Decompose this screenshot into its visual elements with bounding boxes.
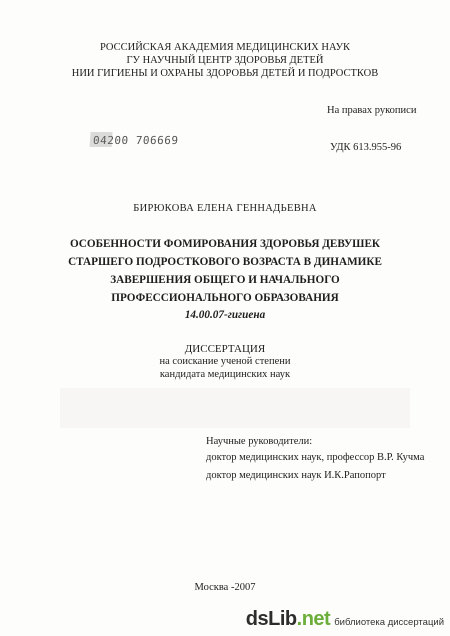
specialty-code: 14.00.07-гигиена xyxy=(184,309,266,321)
udk-code: УДК 613.955-96 xyxy=(330,142,402,153)
city-year: Москва -2007 xyxy=(194,582,256,593)
title-line-3: ЗАВЕРШЕНИЯ ОБЩЕГО И НАЧАЛЬНОГО xyxy=(110,274,340,286)
degree-line-1: на соискание ученой степени xyxy=(159,356,291,367)
author-name: БИРЮКОВА ЕЛЕНА ГЕННАДЬЕВНА xyxy=(133,203,317,214)
dslib-logo xyxy=(246,608,330,631)
supervisors-label: Научные руководители: xyxy=(206,436,313,447)
supervisor-1: доктор медицинских наук, профессор В.Р. Кучма xyxy=(206,452,425,463)
header-institute: НИИ ГИГИЕНЫ И ОХРАНЫ ЗДОРОВЬЯ ДЕТЕЙ И ПОДРОСТКОВ xyxy=(71,68,379,79)
header-academy: РОССИЙСКАЯ АКАДЕМИЯ МЕДИЦИНСКИХ НАУК xyxy=(99,42,351,53)
thesis-type: ДИССЕРТАЦИЯ xyxy=(184,343,266,355)
supervisor-2: доктор медицинских наук И.К.Рапопорт xyxy=(206,470,386,481)
logo-tld: .net xyxy=(296,607,331,630)
title-line-4: ПРОФЕССИОНАЛЬНОГО ОБРАЗОВАНИЯ xyxy=(111,292,339,304)
title-line-2: СТАРШЕГО ПОДРОСТКОВОГО ВОЗРАСТА В ДИНАМИКЕ xyxy=(68,256,382,268)
manuscript-rights: На правах рукописи xyxy=(327,105,417,116)
header-center: ГУ НАУЧНЫЙ ЦЕНТР ЗДОРОВЬЯ ДЕТЕЙ xyxy=(126,55,324,66)
logo-main: dsLib xyxy=(245,607,297,630)
title-line-1: ОСОБЕННОСТИ ФОМИРОВАНИЯ ЗДОРОВЬЯ ДЕВУШЕК xyxy=(69,238,381,250)
degree-line-2: кандидата медицинских наук xyxy=(159,369,291,380)
dslib-watermark xyxy=(246,606,444,632)
watermark-tagline: библиотека диссертаций xyxy=(334,616,444,628)
archive-stamp: 04200 706669 xyxy=(92,134,179,147)
scan-shading xyxy=(60,388,410,428)
